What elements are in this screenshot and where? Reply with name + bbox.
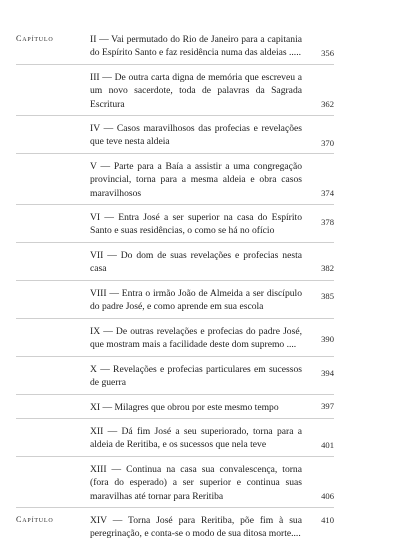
page-number: 401 <box>321 440 334 450</box>
page-number: 370 <box>321 138 334 148</box>
entry-title: VI — Entra José a ser superior na casa do Espírito Santo e suas residências, o como se há no ofício <box>90 212 302 237</box>
toc-entry <box>16 249 334 281</box>
entry-title: VIII — Entra o irmão João de Almeida a ser discípulo do padre José, e como aprende em sua escola <box>90 288 302 313</box>
page-number: 382 <box>321 263 334 273</box>
entry-title: IV — Casos maravilhosos das profecias e revelações que teve nesta aldeia <box>90 123 302 148</box>
toc-entry <box>16 401 334 419</box>
entry-title: X — Revelações e profecias particulares em sucessos de guerra <box>90 364 302 389</box>
toc-entry <box>16 425 334 457</box>
chapter-label: Capítulo <box>16 34 54 43</box>
page-number: 397 <box>321 401 334 411</box>
entry-title: IX — De outras revelações e profecias do padre José, que mostram mais a facilidade deste dom supremo .... <box>90 326 302 351</box>
toc-entry <box>16 211 334 243</box>
page-number: 362 <box>321 99 334 109</box>
toc-entry <box>16 71 334 116</box>
page-number: 356 <box>321 48 334 58</box>
toc-entry <box>16 514 334 545</box>
entry-title: VII — Do dom de suas revelações e profecias nesta casa <box>90 250 302 275</box>
page-number: 394 <box>321 368 334 378</box>
entry-title: XIII — Continua na casa sua convalescença, torna (fora do esperado) a ser superior e continua suas maravilhas até tornar para Reritiba <box>90 464 302 502</box>
entry-title: XII — Dá fim José a seu superiorado, torna para a aldeia de Reritiba, e os sucessos que nela teve <box>90 426 302 451</box>
toc-entry <box>16 33 334 65</box>
entry-title: II — Vai permutado do Rio de Janeiro para a capitania do Espírito Santo e faz residência numa das aldeias ..... <box>90 34 302 59</box>
page-number: 374 <box>321 188 334 198</box>
page-number: 390 <box>321 334 334 344</box>
table-of-contents <box>16 33 334 545</box>
toc-entry <box>16 363 334 395</box>
toc-entry <box>16 325 334 357</box>
chapter-label: Capítulo <box>16 515 54 524</box>
entry-title: XIV — Torna José para Reritiba, põe fim à sua peregrinação, e conta-se o modo de sua ditosa morte.... <box>90 515 302 540</box>
page-number: 378 <box>321 217 334 227</box>
page-number: 385 <box>321 291 334 301</box>
toc-entry <box>16 122 334 154</box>
entry-title: XI — Milagres que obrou por este mesmo tempo <box>90 402 279 413</box>
toc-entry <box>16 463 334 508</box>
toc-entry <box>16 160 334 205</box>
page-number: 410 <box>321 515 334 525</box>
entry-title: III — De outra carta digna de memória que escreveu a um novo sacerdote, toda de palavras da Sagrada Escritura <box>90 72 302 110</box>
entry-title: V — Parte para a Baía a assistir a uma congregação provincial, torna para a mesma aldeia e obra casos maravilhosos <box>90 161 302 199</box>
page-number: 406 <box>321 491 334 501</box>
toc-entry <box>16 287 334 319</box>
